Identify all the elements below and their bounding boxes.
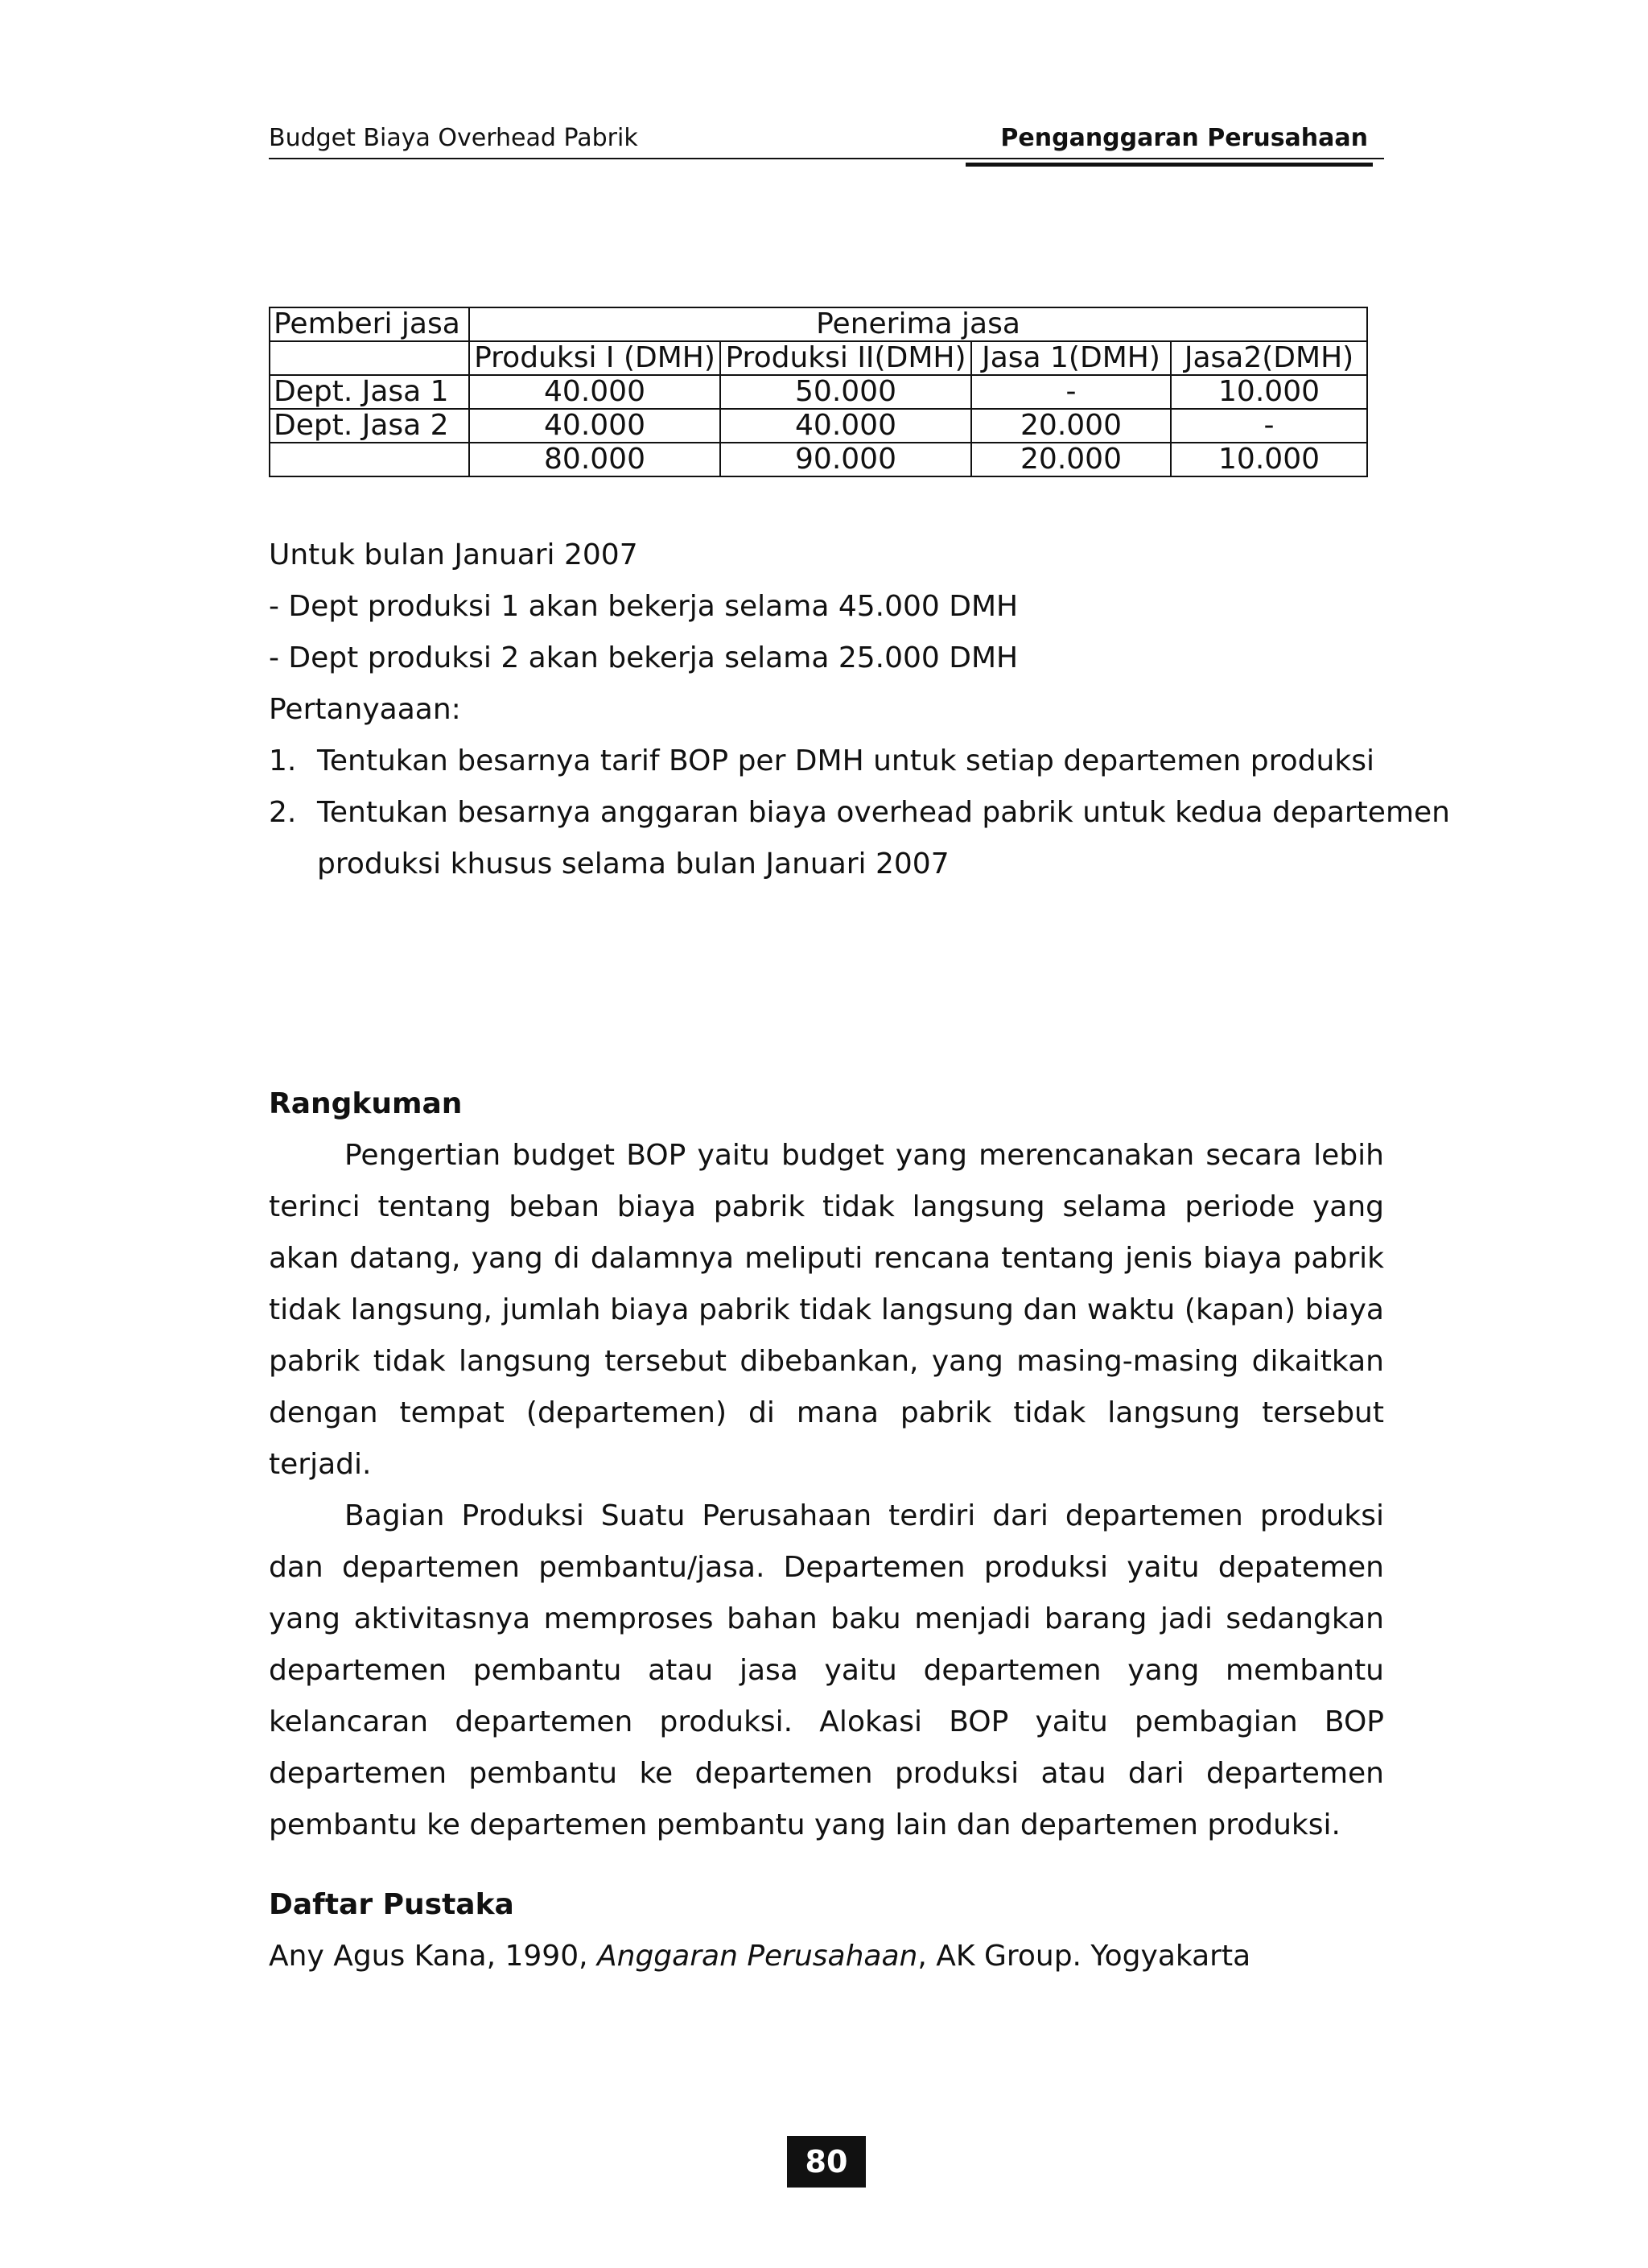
table-subheader-row [270, 341, 1367, 375]
question-text: Tentukan besarnya anggaran biaya overhead pabrik untuk kedua departemen [317, 796, 1450, 829]
exercise-bullet: - Dept produksi 2 akan bekerja selama 25.000 DMH [269, 641, 1019, 674]
reference-item [269, 1931, 1384, 1982]
table-cell: 80.000 [469, 443, 720, 476]
table-row-label [270, 443, 469, 476]
section-heading: Daftar Pustaka [269, 1888, 514, 1921]
reference-author: Any Agus Kana, 1990, [269, 1940, 597, 1973]
table-row [270, 409, 1367, 443]
table-header-cell: Penerima jasa [469, 307, 1367, 341]
header-rule-thick [966, 163, 1373, 167]
table-cell: 90.000 [720, 443, 971, 476]
summary-paragraph [269, 1130, 1384, 1491]
reference-publisher: , AK Group. Yogyakarta [917, 1940, 1251, 1973]
question-item [269, 736, 1384, 787]
section-heading: Rangkuman [269, 1087, 463, 1120]
table-column-header: Jasa2(DMH) [1171, 341, 1367, 375]
table-cell: 20.000 [971, 443, 1171, 476]
page-number: 80 [787, 2136, 866, 2188]
references-section [269, 1879, 1384, 1982]
table-cell: 10.000 [1171, 443, 1367, 476]
question-text: Tentukan besarnya tarif BOP per DMH untuk setiap departemen produksi [317, 744, 1374, 777]
running-header-left: Budget Biaya Overhead Pabrik [269, 124, 638, 152]
table-column-header: Produksi I (DMH) [469, 341, 720, 375]
table-header-row [270, 307, 1367, 341]
question-heading: Pertanyaaan: [269, 693, 461, 726]
table-cell: 40.000 [469, 409, 720, 443]
question-number: 1. [269, 744, 297, 777]
table-column-header: Produksi II(DMH) [720, 341, 971, 375]
table-cell: - [1171, 409, 1367, 443]
question-text-continued: produksi khusus selama bulan Januari 2007 [317, 847, 950, 880]
summary-section [269, 1078, 1384, 1851]
table-cell: 20.000 [971, 409, 1171, 443]
table-row [270, 375, 1367, 409]
table-total-row [270, 443, 1367, 476]
table-cell: 40.000 [469, 375, 720, 409]
header-rule [269, 158, 1384, 159]
question-item [269, 787, 1450, 839]
table-cell: - [971, 375, 1171, 409]
exercise-bullet: - Dept produksi 1 akan bekerja selama 45.000 DMH [269, 590, 1019, 623]
service-allocation-table [269, 307, 1368, 477]
reference-title: Anggaran Perusahaan [597, 1940, 918, 1973]
table-cell [270, 341, 469, 375]
table-cell: 50.000 [720, 375, 971, 409]
table-cell: 10.000 [1171, 375, 1367, 409]
running-header-right: Penganggaran Perusahaan [1000, 124, 1368, 152]
table-row-label: Dept. Jasa 2 [270, 409, 469, 443]
exercise-block [269, 530, 1450, 890]
table-column-header: Jasa 1(DMH) [971, 341, 1171, 375]
table-header-cell: Pemberi jasa [270, 307, 469, 341]
exercise-intro: Untuk bulan Januari 2007 [269, 538, 638, 571]
table-cell: 40.000 [720, 409, 971, 443]
paragraph-text: Pengertian budget BOP yaitu budget yang merencanakan secara lebih terinci tentang beban biaya pabrik tidak langsung selama periode yang akan datang, yang di dalamnya meliputi rencana tentang jenis biaya pabrik tidak langsung, jumlah biaya pabrik tidak langsung dan waktu (kapan) biaya pabrik tidak langsung tersebut dibebankan, yang masing-masing dikaitkan dengan tempat (departemen) di mana pabrik tidak langsung tersebut terjadi. [269, 1139, 1384, 1481]
table-row-label: Dept. Jasa 1 [270, 375, 469, 409]
question-number: 2. [269, 796, 297, 829]
paragraph-text: Bagian Produksi Suatu Perusahaan terdiri dari departemen produksi dan departemen pembantu/jasa. Departemen produksi yaitu depatemen yang aktivitasnya memproses bahan baku menjadi barang jadi sedangkan departemen pembantu atau jasa yaitu departemen yang membantu kelancaran departemen produksi. Alokasi BOP yaitu pembagian BOP departemen pembantu ke departemen produksi atau dari departemen pembantu ke departemen pembantu yang lain dan departemen produksi. [269, 1499, 1384, 1841]
summary-paragraph [269, 1491, 1384, 1851]
